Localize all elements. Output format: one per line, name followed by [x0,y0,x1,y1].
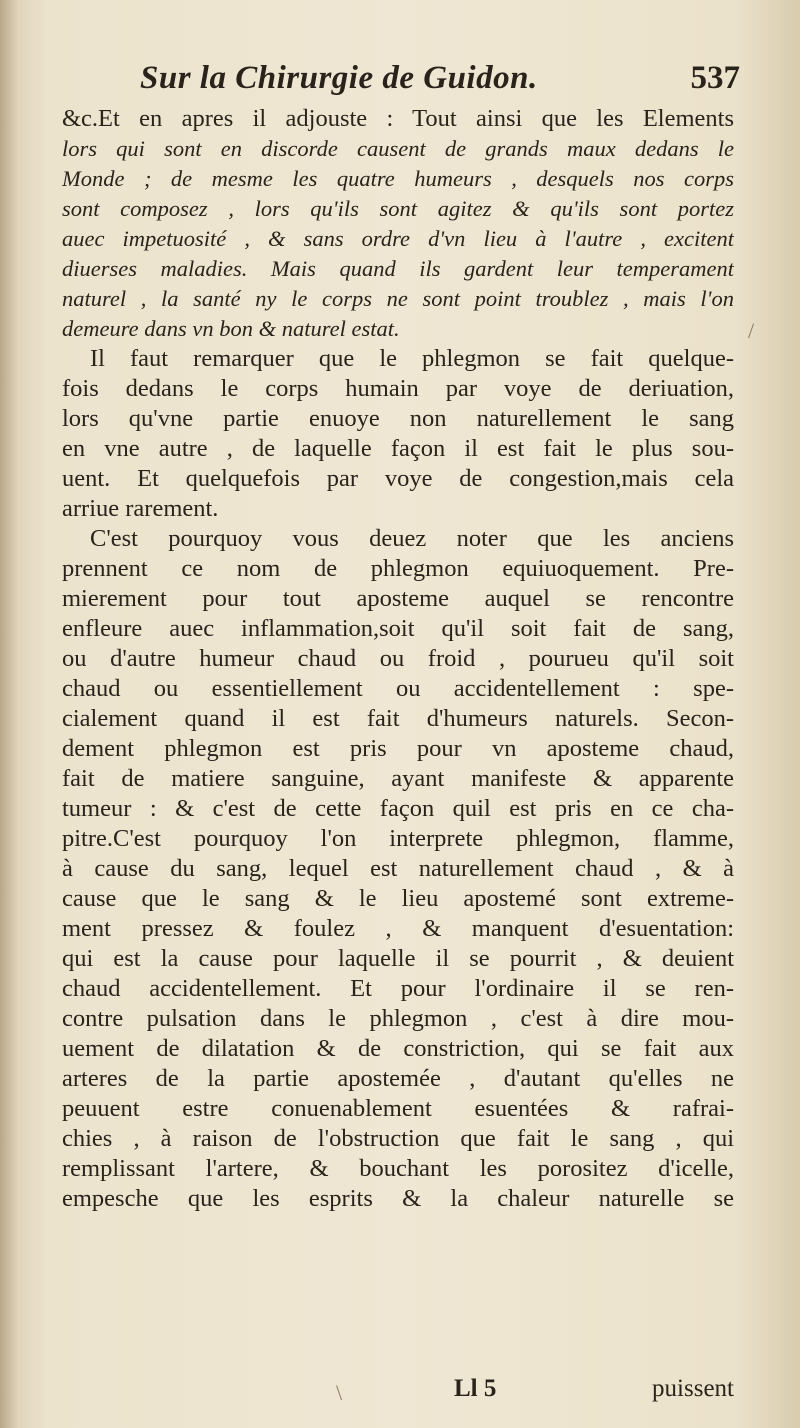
text-line: chaud ou essentiellement ou accidentellement : spe- [62,675,734,702]
text-line: Monde ; de mesme les quatre humeurs , desquels nos corps [62,166,734,191]
text-line: dement phlegmon est pris pour vn aposteme chaud, [62,735,734,762]
signature-mark: Ll 5 [454,1375,497,1402]
text-line: en vne autre , de laquelle façon il est fait le plus sou- [62,435,734,462]
text-line: cause que le sang & le lieu apostemé sont extreme- [62,885,734,912]
running-title: Sur la Chirurgie de Guidon. [140,60,538,96]
text-line: naturel , la santé ny le corps ne sont point troublez , mais l'on [62,286,734,311]
text-line: à cause du sang, lequel est naturellement chaud , & à [62,855,734,882]
text-line: lors qu'vne partie enuoye non naturellement le sang [62,405,734,432]
page-footer [62,1372,734,1406]
text-line: arriue rarement. [62,495,219,522]
text-line: chaud accidentellement. Et pour l'ordinaire il se ren- [62,975,734,1002]
text-line: peuuent estre conuenablement esuentées & rafrai- [62,1095,734,1122]
text-line: tumeur : & c'est de cette façon quil est pris en ce cha- [62,795,734,822]
text-line: remplissant l'artere, & bouchant les porositez d'icelle, [62,1155,734,1182]
text-line: contre pulsation dans le phlegmon , c'est à dire mou- [62,1005,734,1032]
text-line: fait de matiere sanguine, ayant manifeste & apparente [62,765,734,792]
body-text [62,104,734,1214]
text-line: ou d'autre humeur chaud ou froid , pourueu qu'il soit [62,645,734,672]
text-line: chies , à raison de l'obstruction que fait le sang , qui [62,1125,734,1152]
text-line: sont composez , lors qu'ils sont agitez & qu'ils sont portez [62,196,734,221]
text-line: mierement pour tout aposteme auquel se rencontre [62,585,734,612]
text-line: uement de dilatation & de constriction, qui se fait aux [62,1035,734,1062]
text-line: pitre.C'est pourquoy l'on interprete phlegmon, flamme, [62,825,734,852]
text-line: demeure dans vn bon & naturel estat. [62,316,400,341]
text-line: empesche que les esprits & la chaleur naturelle se [62,1185,734,1212]
text-line: Il faut remarquer que le phlegmon se fait quelque- [90,345,734,372]
text-line: cialement quand il est fait d'humeurs naturels. Secon- [62,705,734,732]
text-line: ment pressez & foulez , & manquent d'esuentation: [62,915,734,942]
text-line: uent. Et quelquefois par voye de congestion,mais cela [62,465,734,492]
text-line: prennent ce nom de phlegmon equiuoquement. Pre- [62,555,734,582]
catchword: puissent [652,1375,734,1402]
page-number: 537 [690,60,740,96]
text-line: arteres de la partie apostemée , d'autant qu'elles ne [62,1065,734,1092]
margin-mark: / [748,318,755,343]
margin-mark: \ [336,1380,343,1405]
text-line: qui est la cause pour laquelle il se pourrit , & deuient [62,945,734,972]
text-line: diuerses maladies. Mais quand ils gardent leur temperament [62,256,734,281]
text-line: fois dedans le corps humain par voye de deriuation, [62,375,734,402]
page-header [140,60,740,100]
text-line: lors qui sont en discorde causent de grands maux dedans le [62,136,734,161]
text-line: &c.Et en apres il adjouste : Tout ainsi que les Elements [62,105,734,132]
text-line: auec impetuosité , & sans ordre d'vn lieu à l'autre , excitent [62,226,734,251]
spine-shadow [0,0,18,1428]
text-line: enfleure auec inflammation,soit qu'il soit fait de sang, [62,615,734,642]
text-line: C'est pourquoy vous deuez noter que les anciens [90,525,734,552]
